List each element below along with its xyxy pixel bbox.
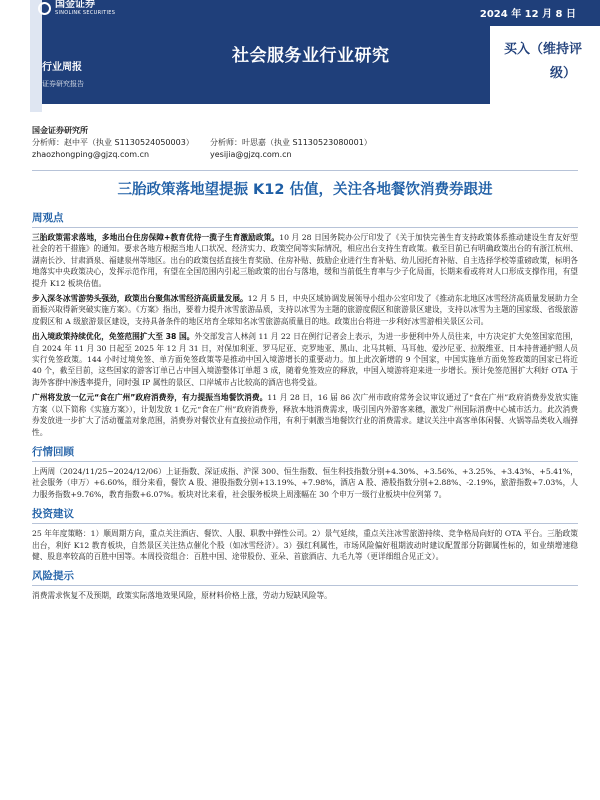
paragraph: 上两周（2024/11/25~2024/12/06）上证指数、深证成指、沪深 300、恒生指数、恒生科技指数分别+4.30%、+3.56%、+3.25%、+3.43%、+5.41%，社会服务（申万）+6.60%，细分来看，餐饮 A 股、港股指数分别+13.19%、+7.98%，酒店 A 股、港股指数分别+2.88%、-2.19%，旅游指数+7.03%，人力服务指数+9.76%，教育指数+6.07%。板块对比来看，社会服务板块上周涨幅在 30 个申万一级行业板块中位列第 7。 <box>32 466 578 499</box>
section-weekly-view <box>32 210 578 438</box>
paragraph <box>32 392 578 438</box>
report-type-sub: 证券研究报告 <box>42 80 84 88</box>
paragraph-lead: 三胎政策需求落地，多地出台住房保障+教育优待一揽子生育激励政策。 <box>32 233 280 242</box>
paragraph-text: 10 月 28 日国务院办公厅印发了《关于加快完善生育支持政策体系推动建设生育友好型社会的若干措施》的通知。要求各地方根据当地人口状况、经济实力、政策空间等实际情况，相应出台支持生育政策。截至目前已有明确政策出台的有浙江杭州、湖南长沙、甘肃酒泉、福建泉州等地区。出台的政策包括直接生育奖励、住房补贴、鼓励企业进行生育补贴、幼儿园托育补贴、自主选择学校等重磅政策，标明各地落实中央政策决心，发挥示范作用，有望在全国范围内引起三胎政策的出台与落地，缓和当前低生育率与少子化局面，长期来看或将对人口形成支撑作用，有望提升 K12 板块估值。 <box>32 233 578 288</box>
rating-label <box>504 38 594 86</box>
research-institute: 国金证券研究所 <box>32 126 88 135</box>
paragraph <box>32 331 578 388</box>
report-date: 2024 年 12 月 8 日 <box>479 9 576 20</box>
paragraph: 25 年年度策略：1）顺周期方向，重点关注酒店、餐饮、人服、职教中弹性公司。2）景气延续，重点关注冰雪旅游持续、竞争格局向好的 OTA 平台。三胎政策出台，利好 K12 教育板块，自然景区关注热点催化个股（如冰雪经济）。3）强红利属性，市场风险偏好租期波动时建议配置部分防御属性标的，如业绩增速稳健、股息率较高的百胜中国等。本周投资组合：百胜中国、途带股份、亚朵、首旅酒店、九毛九等（更详细组合见正文）。 <box>32 529 578 561</box>
paragraph <box>32 293 578 327</box>
analyst-1-email[interactable]: zhaozhongping@gjzq.com.cn <box>32 150 150 159</box>
paragraph <box>32 232 578 289</box>
report-title: 三胎政策落地望提振 K12 估值，关注各地餐饮消费券跟进 <box>117 182 493 198</box>
section-heading: 风险提示 <box>32 568 578 586</box>
section-risk <box>32 568 578 601</box>
header-edge <box>30 0 42 112</box>
analyst-2: 分析师：叶思嘉（执业 S1130523080001） <box>210 138 372 147</box>
analyst-1: 分析师：赵中平（执业 S1130524050003） <box>32 138 194 147</box>
report-type-label: 行业周报 <box>42 62 82 73</box>
rating-line-2: 级） <box>550 66 577 81</box>
industry-title: 社会服务业行业研究 <box>232 46 390 66</box>
paragraph-lead: 出入境政策持续优化，免签范围扩大至 38 国。 <box>32 332 195 342</box>
rating-box <box>490 26 600 108</box>
report-header <box>0 0 600 112</box>
report-body <box>32 210 578 608</box>
sinolink-logo <box>38 0 115 16</box>
divider <box>32 170 578 171</box>
paragraph-text: 12 月 5 日，中央区域协调发展领导小组办公室印发了《推动东北地区冰雪经济高质量发展助力全面振兴取得新突破实施方案》。《方案》指出，要着力提升冰雪旅游品质，支持以冰雪为主题的旅游度假区和旅游景区建设，支持以冰雪为主题的国家级、省级旅游度假区和 A 级旅游景区建设，支持具备条件的地区培育全球知名冰雪旅游高质量目的地。政策出台将进一步利好冰雪游相关景区公司。 <box>32 294 578 326</box>
analyst-block <box>32 125 372 161</box>
logo-text-en: SINOLINK SECURITIES <box>55 10 116 16</box>
section-heading: 投资建议 <box>32 506 578 524</box>
section-heading: 行情回顾 <box>32 444 578 462</box>
logo-text-cn: 国金证券 <box>55 0 95 10</box>
paragraph-text: 外交部发言人林剑 11 月 22 日在例行记者会上表示，为进一步便利中外人员往来，中方决定扩大免签国家范围，自 2024 年 11 月 30 日起至 2025 年 12 月 31 日，对保加利亚、罗马尼亚、克罗地亚、黑山、北马其顿、马耳他、爱沙尼亚、拉脱维亚、日本持普通护照人员实行免签政策。144 小时过境免签、单方面免签政策等是推动中国入境游增长的重要动力。加上此次新增的 9 个国家，中国实施单方面免签政策的国家已将近 40 个，截至目前，这些国家的游客订单已占中国入境游整体订单超 3 成，随着免签效应的释放，中国入境游将迎来进一步增长。预计免签范围扩大利好 OTA 于海外客群中渗透率提升，同时强 IP 属性的景区、口岸城市占比较高的酒店也将受益。 <box>32 332 578 387</box>
paragraph-lead: 步入深冬冰雪游势头强劲，政策出台聚焦冰雪经济高质量发展。 <box>32 294 248 304</box>
paragraph: 消费需求恢复不及预期，政策实际落地效果风险，原材料价格上涨，劳动力短缺风险等。 <box>32 591 332 601</box>
section-market-review <box>32 444 578 500</box>
paragraph-lead: 广州将发放一亿元“食在广州”政府消费券，有力提振当地餐饮消费。 <box>32 393 268 403</box>
logo-mark-icon <box>38 2 51 15</box>
rating-line-1: 买入（维持评 <box>504 42 583 57</box>
section-heading: 周观点 <box>32 210 578 228</box>
analyst-2-email[interactable]: yesijia@gjzq.com.cn <box>210 150 292 159</box>
report-type <box>42 58 84 89</box>
paragraph-text: 11 月 28 日，16 届 86 次广州市政府常务会议审议通过了“食在广州”政府消费券发放实施方案（以下简称《实施方案》），计划发放 1 亿元“食在广州”政府消费券，释放本地消费需求，吸引国内外游客来穗，激发广州国际消费中心城市活力。此次消费券发放进一步扩大了活动覆盖对象范围，消费券对餐饮业有直接拉动作用，有利于刺激当地餐饮行业的消费需求。建议关注中高客单体闲餐、火锅等品类收入端弹性。 <box>32 393 578 437</box>
section-investment-advice <box>32 506 578 562</box>
